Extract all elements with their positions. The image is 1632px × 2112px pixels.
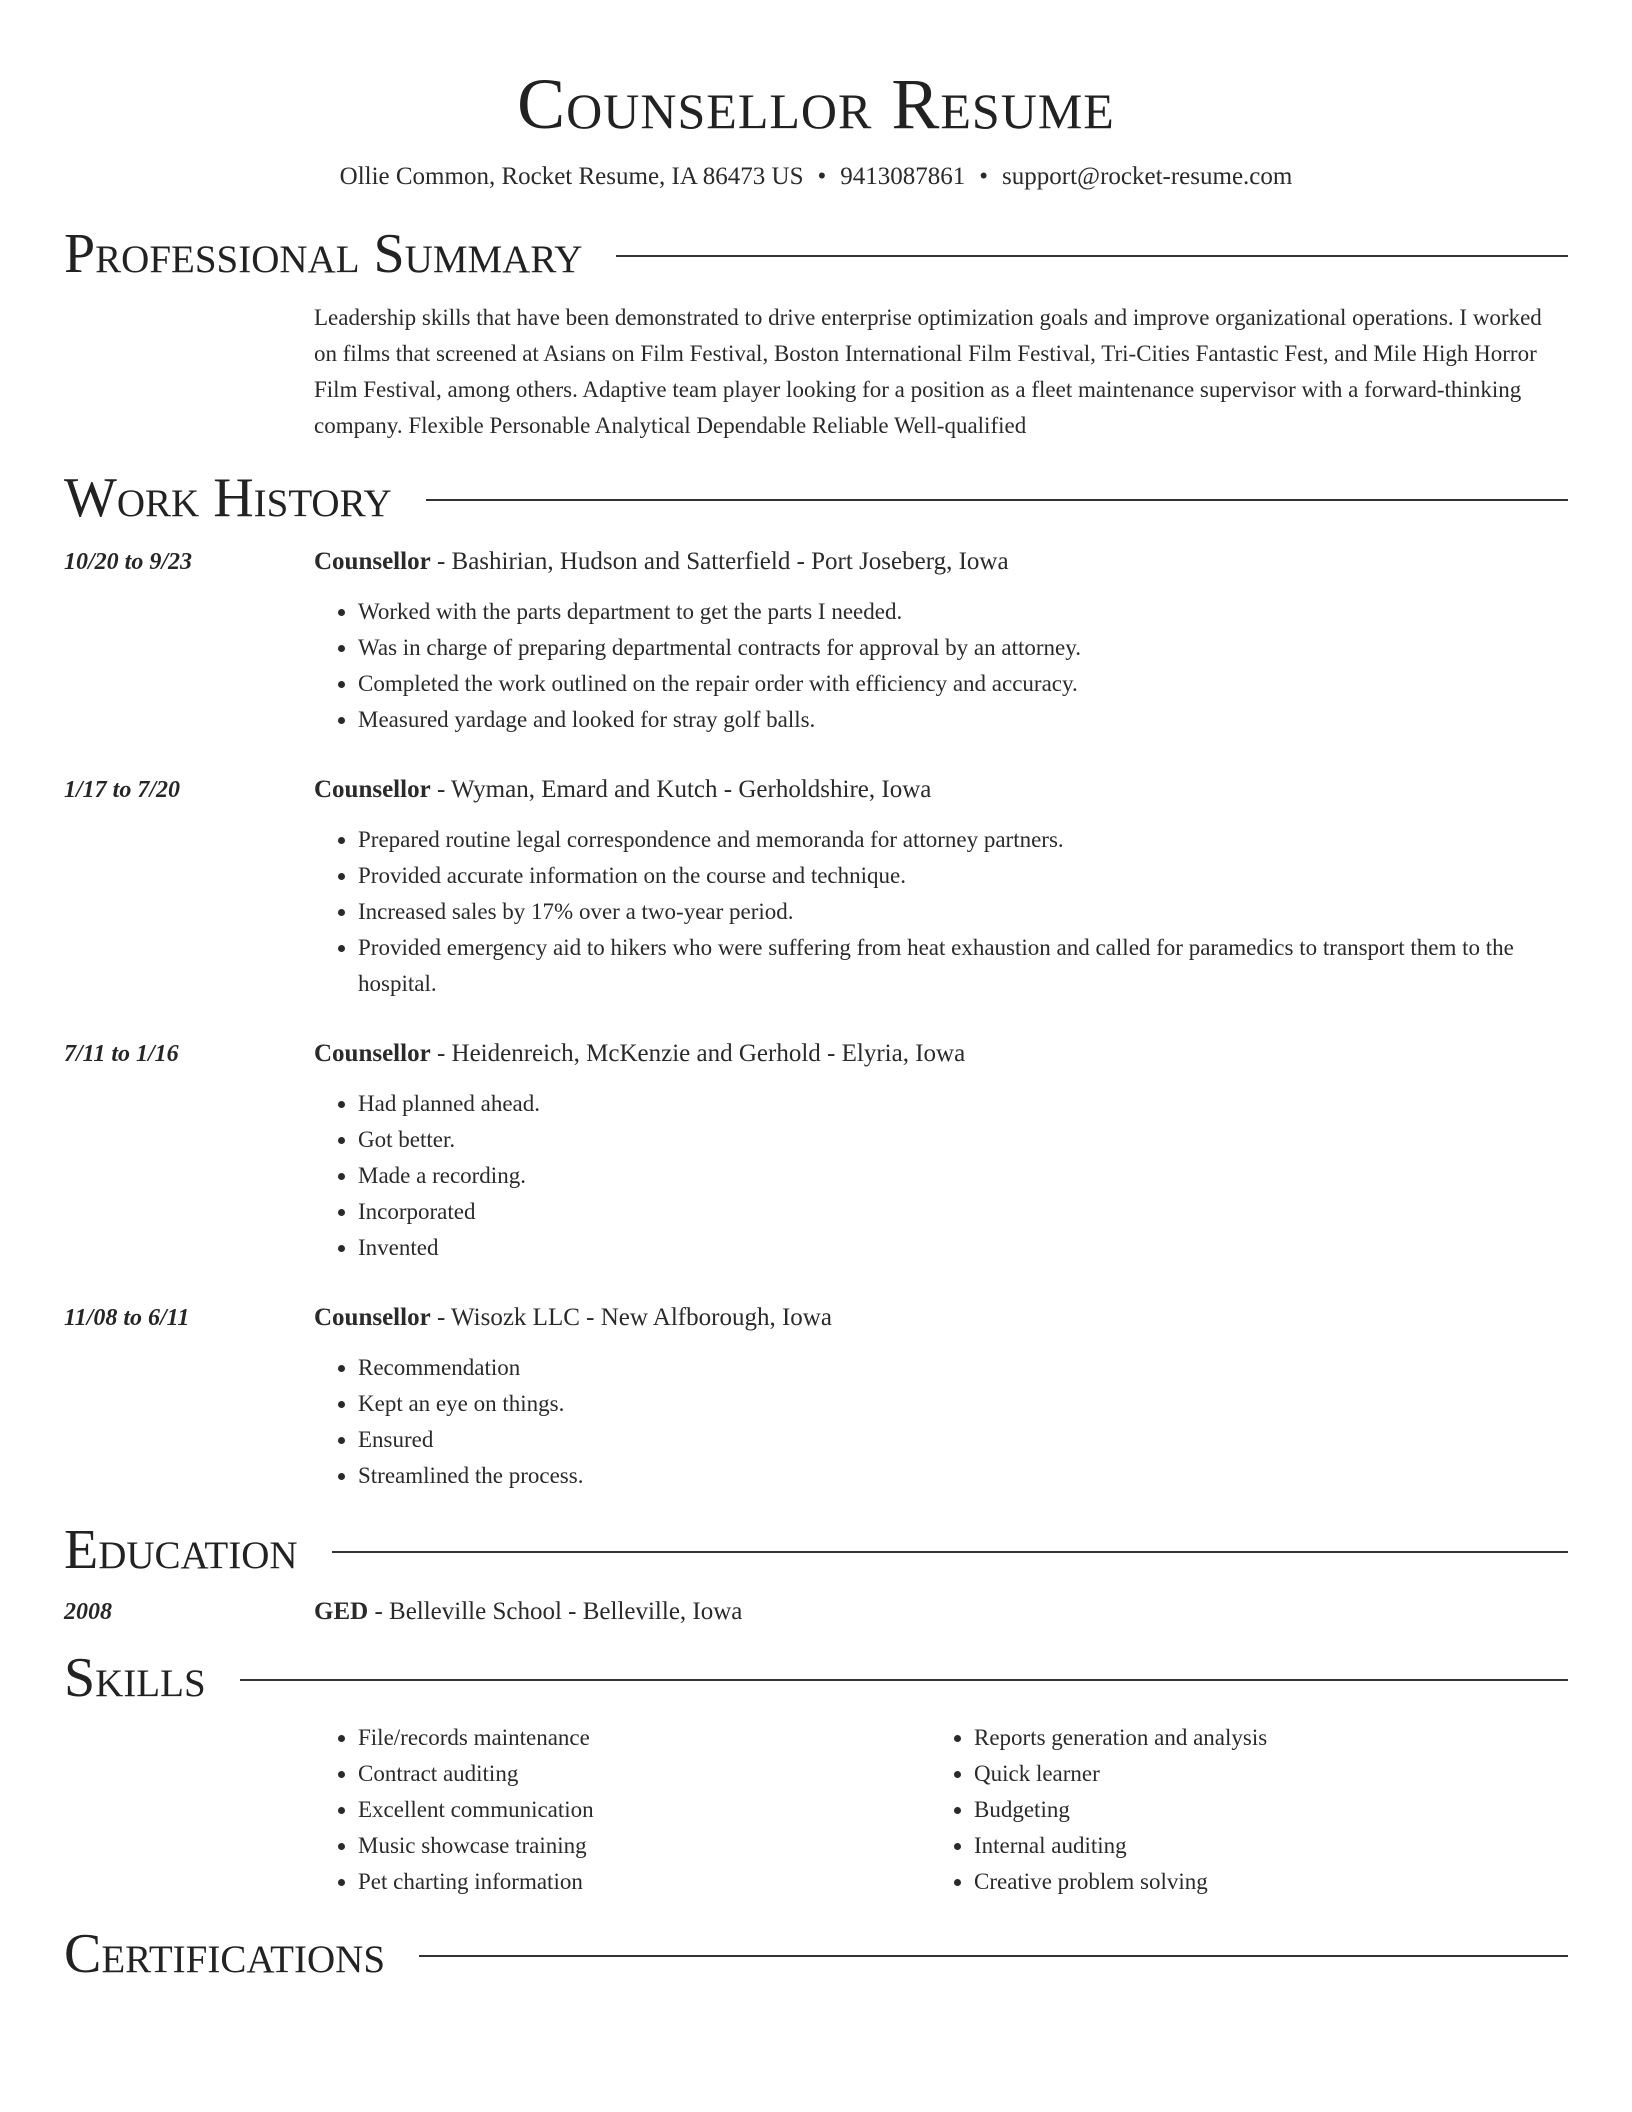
contact-phone: 9413087861: [840, 163, 966, 190]
skill-item: • Pet charting information: [358, 1864, 930, 1900]
skill-item: • Excellent communication: [358, 1792, 930, 1828]
skill-item: • Music showcase training: [358, 1828, 930, 1864]
skills-column-left: [314, 1720, 930, 1900]
job-header: [314, 544, 1009, 580]
job-bullet: • Increased sales by 17% over a two-year period.: [358, 894, 1568, 930]
job-entry: [64, 1300, 1568, 1494]
job-header: [314, 772, 931, 808]
education-section-header: [64, 1518, 1568, 1582]
section-divider: [240, 1679, 1568, 1681]
job-bullet: • Prepared routine legal correspondence and memoranda for attorney partners.: [358, 822, 1568, 858]
summary-text: Leadership skills that have been demonstrated to drive enterprise optimization goals and improve organizational operations. I worked on films that screened at Asians on Film Festival, Boston International Film Festival, Tri-Cities Fantastic Fest, and Mile High Horror Film Festival, among others. Adaptive team player looking for a position as a fleet maintenance supervisor with a forward-thinking company. Flexible Personable Analytical Dependable Reliable Well-qualified: [314, 305, 1542, 438]
skill-item: • Reports generation and analysis: [974, 1720, 1546, 1756]
job-bullet: • Had planned ahead.: [358, 1086, 1568, 1122]
job-bullet: • Streamlined the process.: [358, 1458, 1568, 1494]
education-heading: Education: [64, 1519, 298, 1581]
job-bullet: • Kept an eye on things.: [358, 1386, 1568, 1422]
job-bullet: • Completed the work outlined on the repair order with efficiency and accuracy.: [358, 666, 1568, 702]
education-details: - Belleville School - Belleville, Iowa: [368, 1598, 743, 1625]
section-divider: [419, 1955, 1568, 1957]
job-dates: 11/08 to 6/11: [64, 1305, 190, 1331]
job-bullets: [314, 822, 1568, 1002]
job-header: [314, 1036, 965, 1072]
job-dates: 1/17 to 7/20: [64, 777, 181, 803]
job-role: Counsellor: [314, 1304, 431, 1331]
skills-heading: Skills: [64, 1647, 206, 1709]
skill-item: • Quick learner: [974, 1756, 1546, 1792]
job-bullet: • Was in charge of preparing departmental contracts for approval by an attorney.: [358, 630, 1568, 666]
job-details: - Wyman, Emard and Kutch - Gerholdshire, Iowa: [430, 776, 932, 803]
skill-item: • Internal auditing: [974, 1828, 1546, 1864]
job-bullet: • Measured yardage and looked for stray golf balls.: [358, 702, 1568, 738]
contact-separator: •: [817, 163, 827, 190]
contact-separator: •: [979, 163, 989, 190]
summary-heading: Professional Summary: [64, 223, 583, 285]
education-entry: [64, 1594, 1568, 1630]
contact-line: [64, 160, 1568, 194]
job-entry: [64, 1036, 1568, 1266]
skill-item: • Contract auditing: [358, 1756, 930, 1792]
job-bullet: • Provided emergency aid to hikers who were suffering from heat exhaustion and called for paramedics to transport them to the hospital.: [358, 930, 1568, 1002]
skills-column-right: [930, 1720, 1546, 1900]
job-details: - Bashirian, Hudson and Satterfield - Port Joseberg, Iowa: [430, 548, 1009, 575]
certifications-section-header: [64, 1922, 1568, 1986]
job-bullet: • Provided accurate information on the course and technique.: [358, 858, 1568, 894]
job-bullet: • Incorporated: [358, 1194, 1568, 1230]
summary-section-header: [64, 222, 1568, 286]
job-dates: 10/20 to 9/23: [64, 549, 193, 575]
job-bullets: [314, 1086, 1568, 1266]
education-degree: GED: [314, 1598, 369, 1625]
job-bullet: • Invented: [358, 1230, 1568, 1266]
job-bullet: • Got better.: [358, 1122, 1568, 1158]
work-section-header: [64, 466, 1568, 530]
section-divider: [426, 499, 1568, 501]
skills-list: [314, 1720, 1568, 1900]
document-title: Counsellor Resume: [517, 64, 1115, 144]
contact-address: Ollie Common, Rocket Resume, IA 86473 US: [339, 163, 804, 190]
education-header: [314, 1594, 742, 1630]
contact-email: support@rocket-resume.com: [1002, 163, 1293, 190]
job-role: Counsellor: [314, 548, 431, 575]
certifications-heading: Certifications: [64, 1923, 386, 1985]
skill-item: • Creative problem solving: [974, 1864, 1546, 1900]
skills-section-header: [64, 1646, 1568, 1710]
job-entry: [64, 772, 1568, 1002]
skill-item: • Budgeting: [974, 1792, 1546, 1828]
job-role: Counsellor: [314, 1040, 431, 1067]
section-divider: [332, 1551, 1568, 1553]
skill-item: • File/records maintenance: [358, 1720, 930, 1756]
job-bullets: [314, 1350, 1568, 1494]
job-bullet: • Recommendation: [358, 1350, 1568, 1386]
job-details: - Heidenreich, McKenzie and Gerhold - Elyria, Iowa: [430, 1040, 966, 1067]
job-header: [314, 1300, 832, 1336]
section-divider: [616, 255, 1568, 257]
job-entry: [64, 544, 1568, 738]
job-bullet: • Ensured: [358, 1422, 1568, 1458]
education-year: 2008: [64, 1599, 112, 1625]
job-role: Counsellor: [314, 776, 431, 803]
job-details: - Wisozk LLC - New Alfborough, Iowa: [430, 1304, 832, 1331]
work-heading: Work History: [64, 467, 392, 529]
resume-page: [64, 0, 1568, 1986]
job-bullet: • Worked with the parts department to get the parts I needed.: [358, 594, 1568, 630]
job-bullet: • Made a recording.: [358, 1158, 1568, 1194]
job-dates: 7/11 to 1/16: [64, 1041, 179, 1067]
job-bullets: [314, 594, 1568, 738]
